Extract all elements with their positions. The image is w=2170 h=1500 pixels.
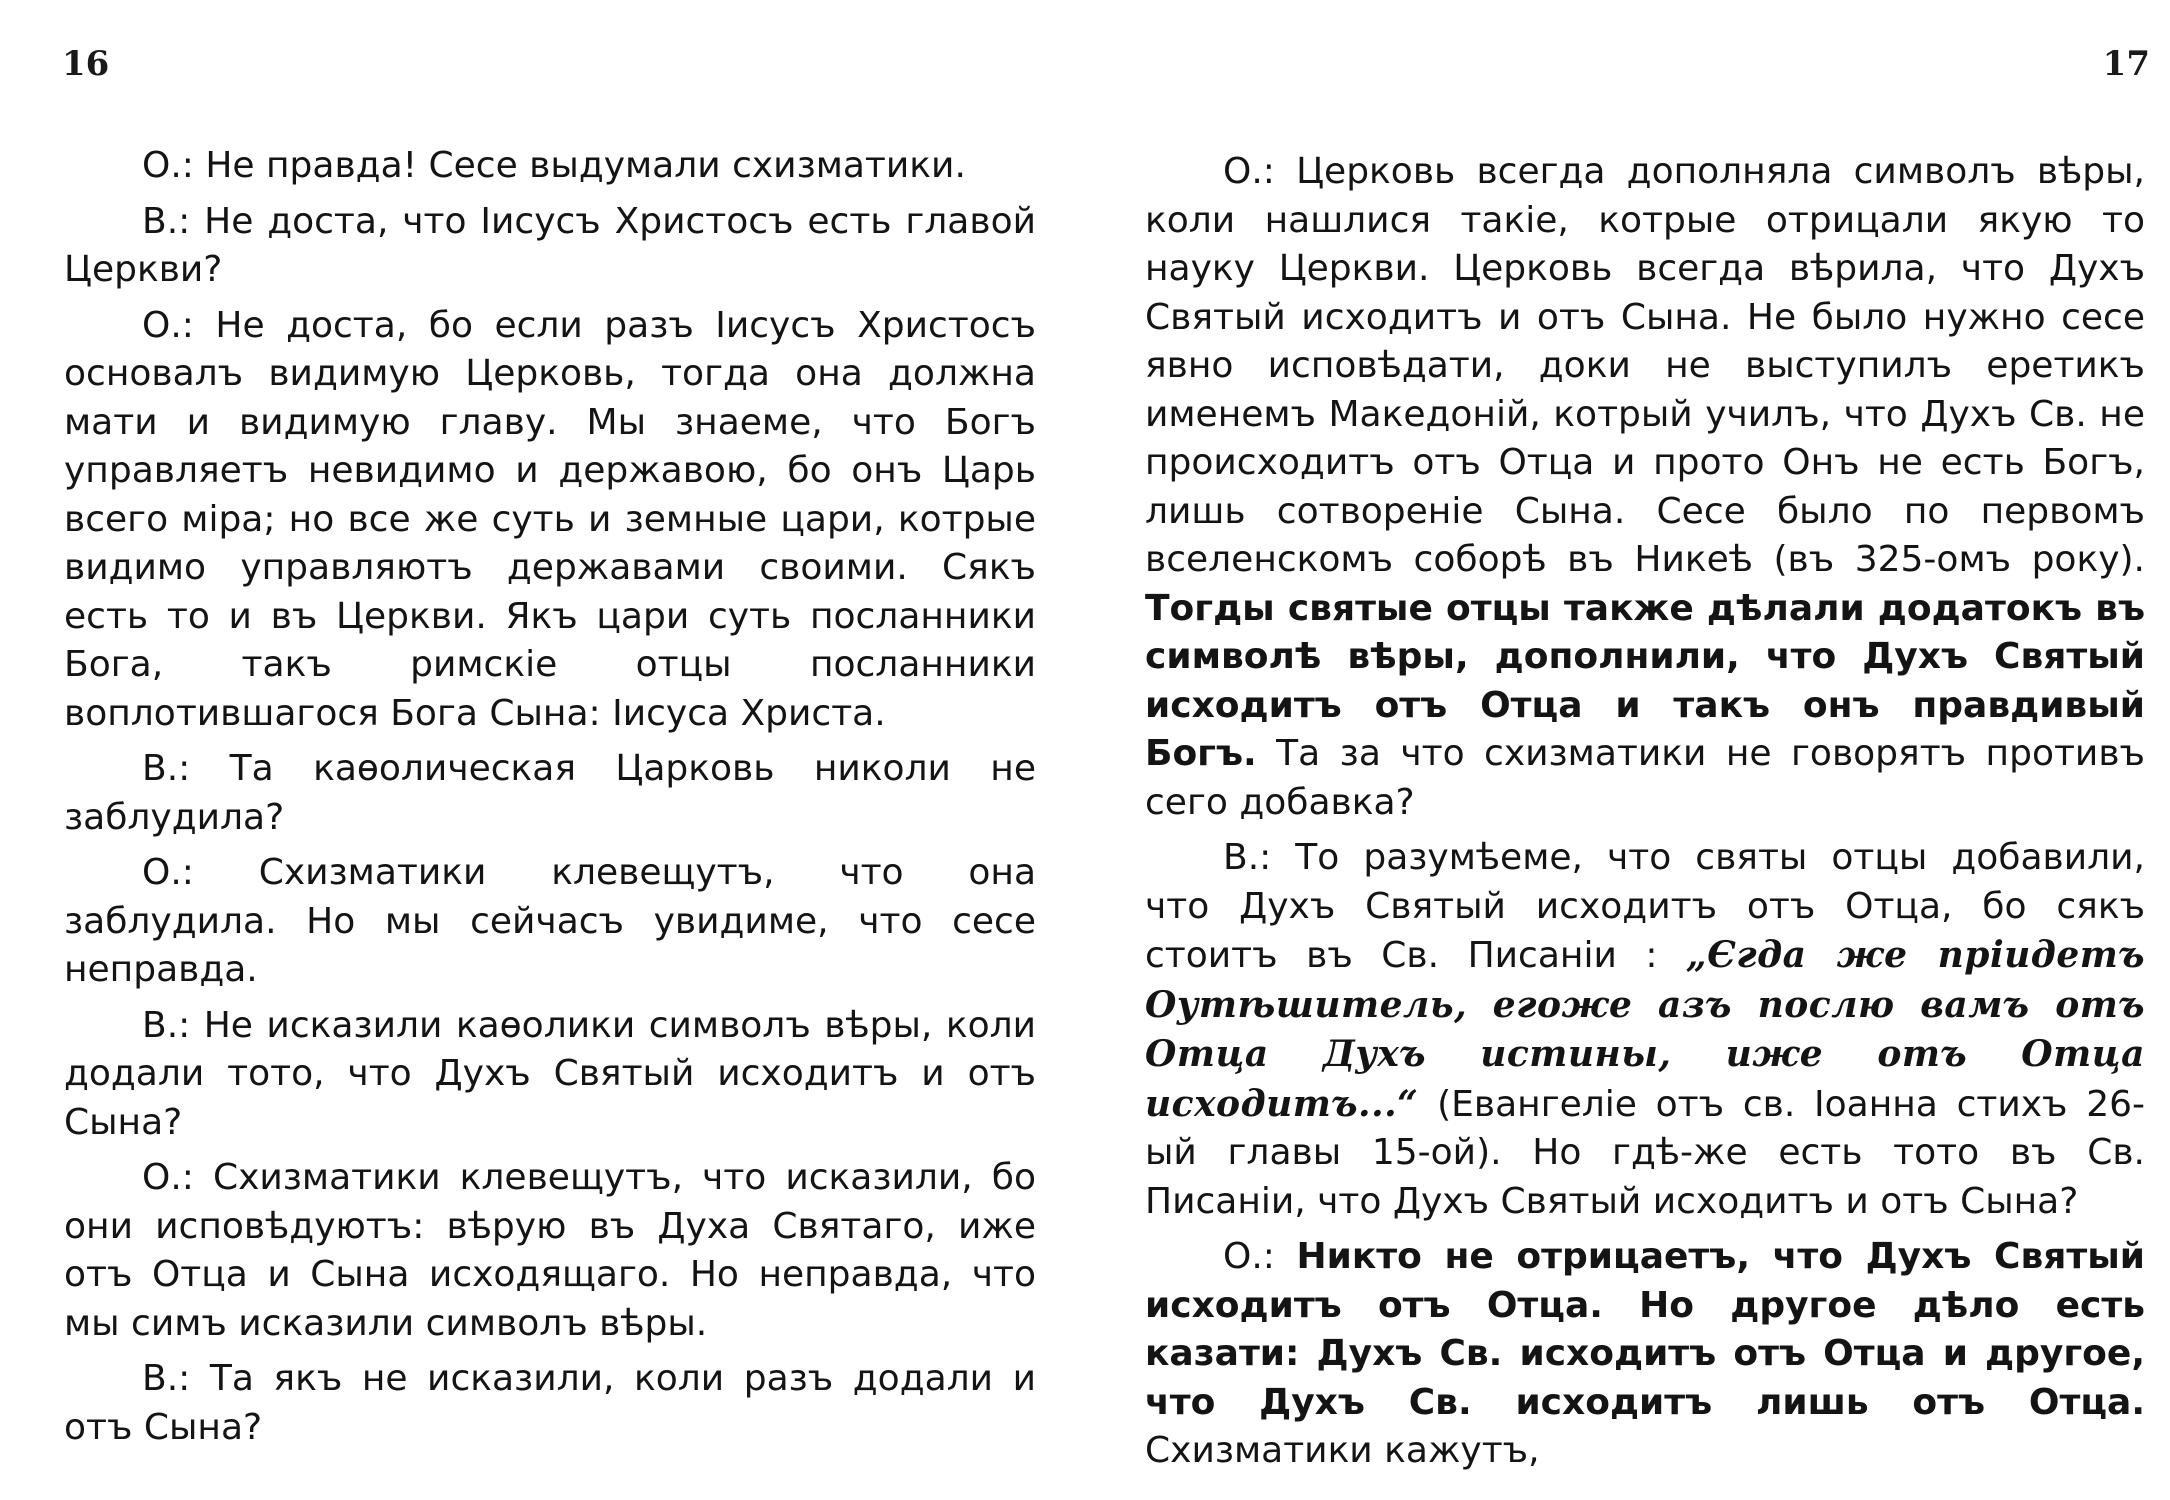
paragraph: В.: Не исказили каѳолики символъ вѣры, коли додали тото, что Духъ Святый исходитъ и отъ Сына? [64,1004,1036,1143]
paragraph: В.: Та якъ не исказили, коли разъ додали и отъ Сына? [64,1358,1036,1448]
text-run: Схизматики кажутъ, [1145,1430,1540,1471]
text-run: О.: Церковь всегда дополняла символъ вѣры, коли нашлися такіе, котрые отрицали якую то науку Церкви. Церковь всегда вѣрила, что Духъ Святый исходитъ и отъ Сына. Не было нужно сесе явно исповѣдати, доки не выступилъ еретикъ именемъ Македоній, котрый училъ, что Духъ Св. не происходитъ отъ Отца и прото Онъ не есть Богъ, лишь сотвореніе Сына. Сесе было по первомъ вселенскомъ соборѣ въ Никеѣ (въ 325-омъ року). [1145,151,2145,580]
text-run: О.: [1223,1236,1275,1277]
paragraph: О.: Не доста, бо если разъ Іисусъ Христосъ основалъ видимую Церковь, тогда она должна мати и видимую главу. Мы знаеме, что Богъ управляетъ невидимо и державою, бо онъ Царь всего міра; но все же суть и земные цари, котрые видимо управляютъ державами своими. Сякъ есть то и въ Церкви. Якъ цари суть посланники Бога, такъ римскіе отцы посланники воплотившагося Бога Сына: Іисуса Христа. [64,304,1036,734]
text-run: (Евангеліе отъ св. Іоанна стихъ 26-ый главы 15-ой). Но гдѣ-же есть тото въ Св. Писаніи, что Духъ Святый исходитъ и отъ Сына? [1145,1083,2145,1222]
right-page [1085,0,2170,1500]
bold-text-run: Тогды святые отцы также дѣлали додатокъ въ символѣ вѣры, дополнили, что Духъ Святый исходитъ отъ Отца и такъ онъ правдивый Богъ. [1145,587,2145,774]
paragraph: В.: Та каѳолическая Царковь николи не заблудила? [64,748,1036,838]
paragraph [1145,834,2145,1226]
scripture-quote: „Єгда же пріидетъ Оутѣшитель, егоже азъ послю вамъ отъ Отца Духъ истины, иже отъ Отца исходитъ...“ [1145,934,2145,1125]
right-text-block [1145,148,2145,1483]
paragraph: О.: Не правда! Сесе выдумали схизматики. [142,145,966,186]
paragraph: О.: Схизматики клевещутъ, что исказили, бо они исповѣдуютъ: вѣрую въ Духа Святаго, иже отъ Отца и Сына исходящаго. Но неправда, что мы симъ исказили символъ вѣры. [64,1157,1036,1344]
bold-text-run: Никто не отрицаетъ, что Духъ Святый исходитъ отъ Отца. Но другое дѣло есть казати: Духъ Св. исходитъ отъ Отца и другое, что Духъ Св. исходитъ лишь отъ Отца. [1145,1236,2145,1423]
text-run: Та за что схизматики не говорятъ противъ сего добавка? [1145,733,2145,823]
left-text-block [64,142,1036,1459]
paragraph: В.: Не доста, что Іисусъ Христосъ есть главой Церкви? [64,200,1036,290]
page-number-right: 17 [2102,44,2150,84]
paragraph [1145,148,2145,827]
paragraph [1145,1233,2145,1476]
paragraph: О.: Схизматики клевещутъ, что она заблудила. Но мы сейчасъ увидиме, что сесе неправда. [64,852,1036,990]
text-run: В.: То разумѣеме, что святы отцы добавили, что Духъ Святый исходитъ отъ Отца, бо сякъ стоитъ въ Св. Писаніи : [1145,837,2145,976]
page-number-left: 16 [62,44,110,84]
